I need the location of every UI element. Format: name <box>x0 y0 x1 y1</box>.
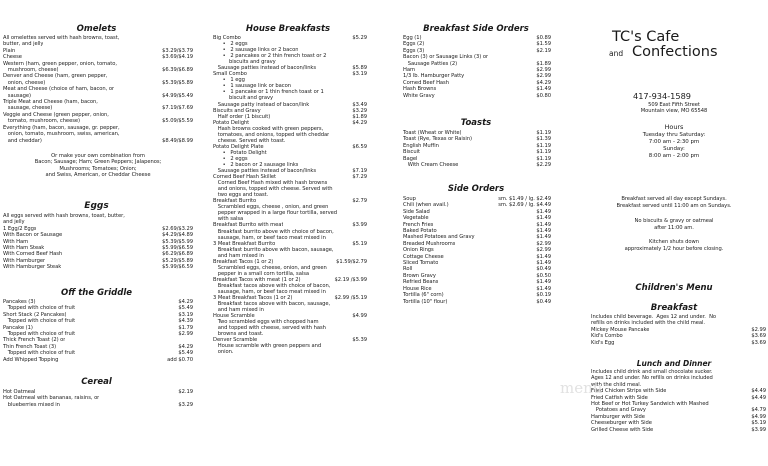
menu-item-price: $0.49 <box>536 266 551 273</box>
menu-item-name: Half order (1 biscuit) <box>213 113 271 120</box>
menu-item-name: English Muffin <box>403 142 439 149</box>
menu-item <box>3 264 193 270</box>
menu-item-name: Kid's Egg <box>591 339 615 346</box>
menu-item <box>3 402 193 408</box>
menu-item-name: Includes child beverage. Ages 12 and under. No <box>591 314 717 320</box>
menu-item <box>3 357 193 363</box>
cereal-list <box>3 389 193 408</box>
menu-item-price: $5.29/$5.89 <box>162 257 193 264</box>
menu-item-price: $1.49 <box>536 86 551 93</box>
menu-item-price: $2.69/$3.29 <box>162 225 193 232</box>
menu-item-name: Big Combo <box>213 35 241 41</box>
menu-item-name: Side Salad <box>403 208 430 215</box>
menu-item-name: pepper wrapped in a large flour tortilla, served <box>213 210 337 217</box>
text-line <box>580 210 768 217</box>
menu-item-name: tomatoes, and onions, topped with cheddar <box>213 131 330 138</box>
menu-item-price: $2.99 /$5.19 <box>334 295 367 302</box>
text-line <box>580 232 768 239</box>
menu-item-name: Breaded Mushrooms <box>403 240 456 247</box>
menu-item-name: Breakfast burrito above with bacon, sausage, <box>213 246 334 253</box>
menu-item-price: $6.29/$6.89 <box>162 251 193 258</box>
menu-item-name: and ham mixed in <box>213 252 264 259</box>
menu-item-name: Sausage patty instead of bacon/link <box>213 101 310 108</box>
text-line: and Swiss, American, or Cheddar Cheese <box>45 172 151 179</box>
menu-item-name: Cottage Cheese <box>403 253 444 260</box>
menu-item-name: • 2 bacon or 2 sausage links <box>213 161 299 168</box>
menu-item-name: Hot Oatmeal <box>3 389 36 395</box>
menu-item-name: White Gravy <box>403 92 435 99</box>
menu-item-name: Mashed Potatoes and Gravy <box>403 234 475 241</box>
omelets-note <box>3 153 193 179</box>
menu-item-name: Thick French Toast (2) or <box>3 337 66 344</box>
menu-item-name: Potato Delight Plate <box>213 143 264 150</box>
menu-item-name: Mickey Mouse Pancake <box>591 326 650 333</box>
menu-item-price: $5.99/$6.59 <box>162 245 193 252</box>
menu-item <box>591 340 766 346</box>
menu-item-name: blueberries mixed in <box>3 401 60 408</box>
menu-item-price: $1.49 <box>536 285 551 292</box>
text-line: Breakfast served all day except Sundays. <box>621 196 727 202</box>
menu-item-name: With Hamburger <box>3 257 46 264</box>
menu-item-name: Kid's Combo <box>591 333 623 340</box>
menu-item-name: Everything (ham, bacon, sausage, gr. pepper, <box>3 124 120 131</box>
menu-item-name: House Rice <box>403 285 432 292</box>
menu-item-name: Topped with choice of fruit <box>3 331 76 338</box>
menu-item-price: $2.99 <box>536 73 551 80</box>
menu-item-name: Short Stack (2 Pancakes) <box>3 311 67 318</box>
menu-item-price: $4.29 <box>178 343 193 350</box>
text-line: after 11:00 am. <box>654 224 694 231</box>
griddle-list <box>3 299 193 363</box>
menu-item-name: Tortilla (6" corn) <box>403 292 444 299</box>
menu-item-name: Egg (1) <box>403 35 422 41</box>
menu-item-name: Cheeseburger with Side <box>591 420 652 427</box>
menu-item-price: $1.49 <box>536 234 551 241</box>
house-list <box>213 35 367 355</box>
menu-item-price: $1.49 <box>536 215 551 222</box>
menu-item-price: add $0.70 <box>167 356 193 363</box>
menu-item-name: mushroom, cheese) <box>3 67 59 74</box>
cafe-name-line2: Confections <box>632 44 718 60</box>
menu-item-price: $3.69 <box>751 333 766 340</box>
address-line1: 509 East Fifth Street <box>648 102 700 108</box>
menu-item-name: Eggs (3) <box>403 47 425 54</box>
menu-item-price: $3.69 <box>751 339 766 346</box>
menu-item-name: Onion Rings <box>403 247 434 254</box>
menu-item-name: Fried Chicken Strips with Side <box>591 388 667 395</box>
toasts-heading: Toasts <box>460 118 492 128</box>
menu-item-name: onion. <box>213 349 234 356</box>
menu-item-price: $5.19 <box>751 420 766 427</box>
menu-item-name: Biscuit <box>403 149 420 156</box>
menu-item-name: pepper in a small corn tortilla, salsa <box>213 270 309 277</box>
menu-item-price: sm. $2.69 / lg. $4.49 <box>498 202 551 209</box>
menu-item-price: $1.49 <box>536 253 551 260</box>
menu-item-name: two eggs and toast. <box>213 192 269 199</box>
menu-item <box>403 162 551 168</box>
menu-item-price: $0.50 <box>536 272 551 279</box>
menu-item-name: sausage, cheese) <box>3 105 53 112</box>
kids-lunch-list <box>591 369 766 433</box>
menu-item-name: biscuit and gravy <box>213 95 273 102</box>
menu-item-name: Refried Beans <box>403 279 439 286</box>
menu-item-name: cheese. Served with toast. <box>213 137 286 144</box>
menu-item-price: $4.29/$4.89 <box>162 232 193 239</box>
menu-item-name: Potatoes and Gravy <box>591 407 646 414</box>
menu-item-price: $2.99 <box>751 326 766 333</box>
menu-item-name: Baked Potato <box>403 228 437 235</box>
menu-item-name: Triple Meat and Cheese (ham, bacon, <box>3 99 98 106</box>
menu-item-name: • 2 pancakes or 2 thin french toast or 2 <box>213 53 327 60</box>
menu-item-price: $1.89 <box>352 113 367 120</box>
menu-item-price: $3.69/$4.19 <box>162 54 193 61</box>
menu-item-name: • 2 eggs <box>213 41 248 48</box>
menu-item-name: 3 Meat Breakfast Tacos (1 or 2) <box>213 295 293 302</box>
menu-item-price: $4.49 <box>751 394 766 401</box>
menu-item-name: and cheddar) <box>3 137 42 144</box>
menu-item-price: $4.29 <box>178 299 193 305</box>
menu-item-name: Hamburger with Side <box>591 413 645 420</box>
menu-item-price: $3.19 <box>178 311 193 318</box>
menu-item-name: Tortilla (10" flour) <box>403 298 448 305</box>
menu-item-name: Pancakes (3) <box>3 299 36 305</box>
menu-item-name: Toast (Rye, Texas or Raisin) <box>403 136 473 143</box>
menu-item-price: $5.29 <box>352 35 367 41</box>
menu-item-price: $5.49 <box>178 350 193 357</box>
menu-item-name: Hot Beef or Hot Turkey Sandwich with Mashed <box>591 401 709 408</box>
menu-item-name: Bacon (3) or Sausage Links (3) or <box>403 54 489 61</box>
menu-item-price: $4.29 <box>352 119 367 126</box>
menu-item-name: Two scrambled eggs with chopped ham <box>213 319 319 326</box>
menu-item-name: biscuits and gravy <box>213 59 276 66</box>
menu-item-price: $2.99 <box>536 247 551 254</box>
menu-item-name: With Corned Beef Hash <box>3 251 63 258</box>
menu-item-price: $2.99 <box>178 331 193 338</box>
menu-item <box>3 138 193 144</box>
menu-item-name: Topped with choice of fruit <box>3 350 76 357</box>
menu-item-name: Potato Delight <box>213 119 250 126</box>
menu-item-price: $6.59 <box>352 143 367 150</box>
menu-item <box>403 93 551 99</box>
text-line: Or make your own combination from <box>51 153 145 159</box>
menu-item-name: Plain <box>3 47 16 54</box>
menu-item-name: Western (ham, green pepper, onion, tomato, <box>3 60 117 67</box>
menu-item-name: With Ham <box>3 238 29 245</box>
menu-item-price: $2.99 <box>536 67 551 74</box>
menu-item-price: $7.29 <box>352 174 367 181</box>
text-line: Bacon; Sausage; Ham; Green Peppers; Jalapenos; <box>34 159 162 166</box>
menu-item-price: $7.19/$7.69 <box>162 105 193 112</box>
eggs-list <box>3 213 193 271</box>
menu-item-price: $0.49 <box>536 298 551 305</box>
text-line: approximately 1/2 hour before closing. <box>624 246 724 253</box>
menu-item-price: $1.49 <box>536 208 551 215</box>
menu-item-price: $1.19 <box>536 149 551 156</box>
menu-item-price: $6.39/$6.89 <box>162 67 193 74</box>
cereal-heading: Cereal <box>81 377 112 387</box>
menu-item-price: $4.79 <box>751 407 766 414</box>
menu-item-price: $2.29 <box>536 162 551 169</box>
menu-item-name: Sausage patties instead of bacon/links <box>213 65 317 72</box>
menu-item-name: Ages 12 and under. No refills on drinks included <box>591 375 713 382</box>
toasts-list <box>403 130 551 168</box>
omelets-list <box>3 35 193 144</box>
menu-item-price: $5.39/$5.99 <box>162 238 193 245</box>
menu-item-name: Brown Gravy <box>403 272 436 279</box>
menu-item-name: sausage) <box>3 92 31 99</box>
menu-item-name: onion, cheese) <box>3 79 46 86</box>
menu-item-name: with the child meal. <box>591 381 642 388</box>
text-line: Sunday: <box>663 146 685 152</box>
bf-sides-heading: Breakfast Side Orders <box>423 24 529 34</box>
menu-item-name: butter, and jelly <box>3 41 44 48</box>
menu-item-price: $1.49 <box>536 221 551 228</box>
menu-item-name: Corned Beef Hash mixed with hash browns <box>213 180 328 187</box>
menu-item-price: $5.89 <box>352 65 367 72</box>
menu-item-name: • 1 egg <box>213 77 245 84</box>
menu-item-price: $2.19 <box>178 389 193 395</box>
menu-item-price: $1.59 <box>536 41 551 48</box>
cafe-name-and: and <box>609 49 624 58</box>
menu-item-price: $3.29 <box>178 401 193 408</box>
menu-item-name: Sliced Tomato <box>403 260 439 267</box>
hours-lines <box>580 132 768 160</box>
menu-item-name: • 1 sausage link or bacon <box>213 83 291 90</box>
menu-item-name: Topped with choice of fruit <box>3 305 76 312</box>
menu-item-name: Breakfast burrito above with choice of bacon, <box>213 228 334 235</box>
menu-item-name: 1/3 lb. Hamburger Patty <box>403 73 465 80</box>
menu-item-price: $1.19 <box>536 130 551 136</box>
menu-item-name: with salsa <box>213 216 244 223</box>
menu-item-name: Bagel <box>403 155 418 162</box>
menu-item-name: browns and toast. <box>213 331 264 338</box>
griddle-heading: Off the Griddle <box>60 288 133 298</box>
menu-item-name: Veggie and Cheese (green pepper, onion, <box>3 111 109 118</box>
bf-sides-list <box>403 35 551 99</box>
omelets-heading: Omelets <box>76 24 117 34</box>
menu-item-price: $3.19 <box>352 71 367 78</box>
menu-item-price: $5.99/$6.59 <box>162 264 193 271</box>
menu-item-price: $1.49 <box>536 228 551 235</box>
menu-item-name: Breakfast tacos above with bacon, sausage, <box>213 301 331 308</box>
menu-item-price: $5.19 <box>352 240 367 247</box>
eggs-heading: Eggs <box>84 201 109 211</box>
menu-item-name: tomato, mushroom, cheese) <box>3 118 80 125</box>
text-line: Breakfast served until 11:00 am on Sundays. <box>616 203 732 210</box>
menu-item-price: $5.39/$5.89 <box>162 79 193 86</box>
kids-breakfast-heading: Breakfast <box>650 303 698 313</box>
menu-item-price: sm. $1.49 / lg. $2.49 <box>498 196 551 202</box>
menu-item-name: All eggs served with hash browns, toast, butter, <box>3 213 125 219</box>
menu-item-name: With Ham Steak <box>3 245 45 252</box>
menu-item-name: Scrambled eggs, cheese, onion, and green <box>213 264 327 271</box>
menu-item-price: $1.89 <box>536 60 551 67</box>
menu-item-name: French Fries <box>403 221 434 228</box>
menu-item-name: With Bacon or Sausage <box>3 232 63 239</box>
menu-item-price: $4.99/$5.49 <box>162 92 193 99</box>
menu-item-name: Breakfast Burrito <box>213 198 257 205</box>
menu-item-name: and ham mixed in <box>213 307 264 314</box>
menu-item-price: $3.99 <box>352 222 367 229</box>
menu-item-price: $5.49 <box>178 305 193 312</box>
menu-item-price: $2.19 <box>536 47 551 54</box>
phone-number: 417-934-1589 <box>633 91 692 101</box>
menu-item-name: Denver and Cheese (ham, green pepper, <box>3 73 108 80</box>
menu-item-price: $2.79 <box>352 198 367 205</box>
side-orders-heading: Side Orders <box>447 184 505 194</box>
text-line: Kitchen shuts down <box>649 239 699 246</box>
menu-item-name: Pancake (1) <box>3 324 33 331</box>
menu-item <box>213 349 367 355</box>
text-line: Mushrooms; Tomatoes; Onion; <box>59 165 137 172</box>
menu-item-price: $3.49 <box>352 101 367 108</box>
menu-item-price: $2.19 /$3.99 <box>334 276 367 283</box>
menu-item-name: Meat and Cheese (choice of ham, bacon, or <box>3 86 115 93</box>
menu-item-price: $1.19 <box>536 142 551 149</box>
menu-item-price: $2.99 <box>536 240 551 247</box>
menu-item-name: and topped with cheese, served with hash <box>213 325 326 332</box>
menu-item-name: Hash Browns <box>403 86 437 93</box>
menu-item-name: onion, tomato, mushroom, swiss, american, <box>3 131 120 138</box>
menu-item-name: Add Whipped Topping <box>3 356 59 363</box>
menu-item-name: Eggs (2) <box>403 41 425 48</box>
kids-breakfast-list <box>591 314 766 346</box>
menu-item-name: • 1 pancake or 1 thin french toast or 1 <box>213 89 324 96</box>
menu-item-price: $8.49/$8.99 <box>162 137 193 144</box>
menu-item-name: Vegetable <box>403 215 429 222</box>
menu-item-price: $1.39 <box>536 136 551 143</box>
menu-item-name: Breakfast Tacos with meat (1 or 2) <box>213 276 301 283</box>
side-orders-list <box>403 196 551 305</box>
menu-item-name: • 2 sausage links or 2 bacon <box>213 47 299 54</box>
menu-item-name: Thin French Toast (3) <box>3 343 57 350</box>
menu-item-name: Fried Catfish with Side <box>591 394 648 401</box>
menu-item-name: Toast (Wheat or White) <box>403 130 462 136</box>
menu-item-name: Cheese <box>3 54 22 61</box>
menu-item-price: $0.89 <box>536 35 551 41</box>
text-line: No biscuits & gravy or oatmeal <box>634 217 714 224</box>
menu-item-name: and jelly <box>3 219 25 226</box>
menu-item-price: $1.49 <box>536 260 551 267</box>
menu-item-price: $4.29 <box>536 79 551 86</box>
menu-item-price: $1.49 <box>536 279 551 286</box>
menu-item-price: $1.79 <box>178 324 193 331</box>
menu-item-name: Includes child drink and small chocolate sucker. <box>591 369 713 375</box>
menu-item-name: • 2 eggs <box>213 155 248 162</box>
menu-item-name: Chili (when avail.) <box>403 202 449 209</box>
menu-item-name: • Potato Delight <box>213 149 267 156</box>
menu-item-name: Roll <box>403 266 413 273</box>
menu-item-name: refills on drinks included with the child meal. <box>591 320 706 327</box>
menu-item-price: $4.99 <box>352 313 367 320</box>
menu-item-name: sausage, ham, or beef taco meat mixed in <box>213 234 326 241</box>
menu-item-name: Hot Oatmeal with bananas, raisins, or <box>3 395 100 402</box>
menu-item-price: $5.39 <box>352 337 367 344</box>
menu-item-price: $4.99 <box>751 413 766 420</box>
menu-item-name: Sausage Patties (2) <box>403 60 458 67</box>
menu-item-price: $3.99 <box>751 426 766 433</box>
menu-item-price: $4.49 <box>751 388 766 395</box>
menu-item-name: Topped with choice of fruit <box>3 318 76 325</box>
menu-item-name: House scramble with green peppers and <box>213 343 322 350</box>
text-line: 8:00 am - 2:00 pm <box>648 153 700 159</box>
menu-item-name: With Hamburger Steak <box>3 264 62 271</box>
menu-item-name: and onions, topped with cheese. Served with <box>213 186 333 193</box>
menu-item-name: 3 Meat Breakfast Burrito <box>213 240 276 247</box>
watermark-text: menu <box>560 379 603 397</box>
cafe-notes <box>580 196 768 254</box>
menu-item-name: Hash browns cooked with green peppers, <box>213 125 324 132</box>
menu-item-price: $4.39 <box>178 318 193 325</box>
menu-item <box>591 427 766 433</box>
menu-item-name: Sausage patties instead of bacon/links <box>213 168 317 175</box>
text-line: Tuesday thru Saturday: <box>642 132 706 138</box>
menu-item-name: Denver Scramble <box>213 337 258 344</box>
menu-item-name: House Scramble <box>213 313 255 320</box>
hours-heading: Hours <box>664 123 684 131</box>
menu-item-price: $0.80 <box>536 92 551 99</box>
text-line: 7:00 am - 2:30 pm <box>648 139 700 145</box>
menu-item-name: Ham <box>403 67 415 74</box>
menu-item-name: With Cream Cheese <box>403 162 459 169</box>
menu-item-name: All omelettes served with hash browns, toast, <box>3 35 120 41</box>
address-line2: Mountain view, MO 65548 <box>640 108 708 114</box>
menu-item-name: Grilled Cheese with Side <box>591 426 654 433</box>
menu-item-name: Breakfast tacos above with choice of bacon, <box>213 282 331 289</box>
menu-item-name: Small Combo <box>213 71 247 78</box>
cafe-name-line1: TC's Cafe <box>612 29 680 45</box>
menu-item-price: $0.19 <box>536 292 551 299</box>
kids-lunch-heading: Lunch and Dinner <box>636 359 712 368</box>
menu-item-name: sausage, ham, or beef taco meat mixed in <box>213 288 326 295</box>
menu-item <box>403 299 551 305</box>
menu-item-name: 1 Egg/2 Eggs <box>3 225 37 232</box>
menu-item-price: $1.59/$2.79 <box>336 258 367 265</box>
menu-item-name: Biscuits and Gravy <box>213 107 261 114</box>
menu-item-price: $5.09/$5.59 <box>162 118 193 125</box>
menu-item-name: Scrambled eggs, cheese , onion, and green <box>213 204 329 211</box>
menu-item-name: Soup <box>403 196 416 202</box>
kids-heading: Children's Menu <box>635 283 713 293</box>
menu-item-price: $7.19 <box>352 168 367 175</box>
menu-item-name: Breakfast Burrito with meat <box>213 222 284 229</box>
menu-item-price: $1.19 <box>536 155 551 162</box>
menu-item-price: $3.29/$3.79 <box>162 47 193 54</box>
house-heading: House Breakfasts <box>245 24 331 34</box>
menu-item-price: $3.29 <box>352 107 367 114</box>
menu-item-name: Corned Beef Hash Skillet <box>213 174 277 181</box>
menu-item-name: Corned Beef Hash <box>403 79 449 86</box>
menu-item-name: Breakfast Tacos (1 or 2) <box>213 258 274 265</box>
